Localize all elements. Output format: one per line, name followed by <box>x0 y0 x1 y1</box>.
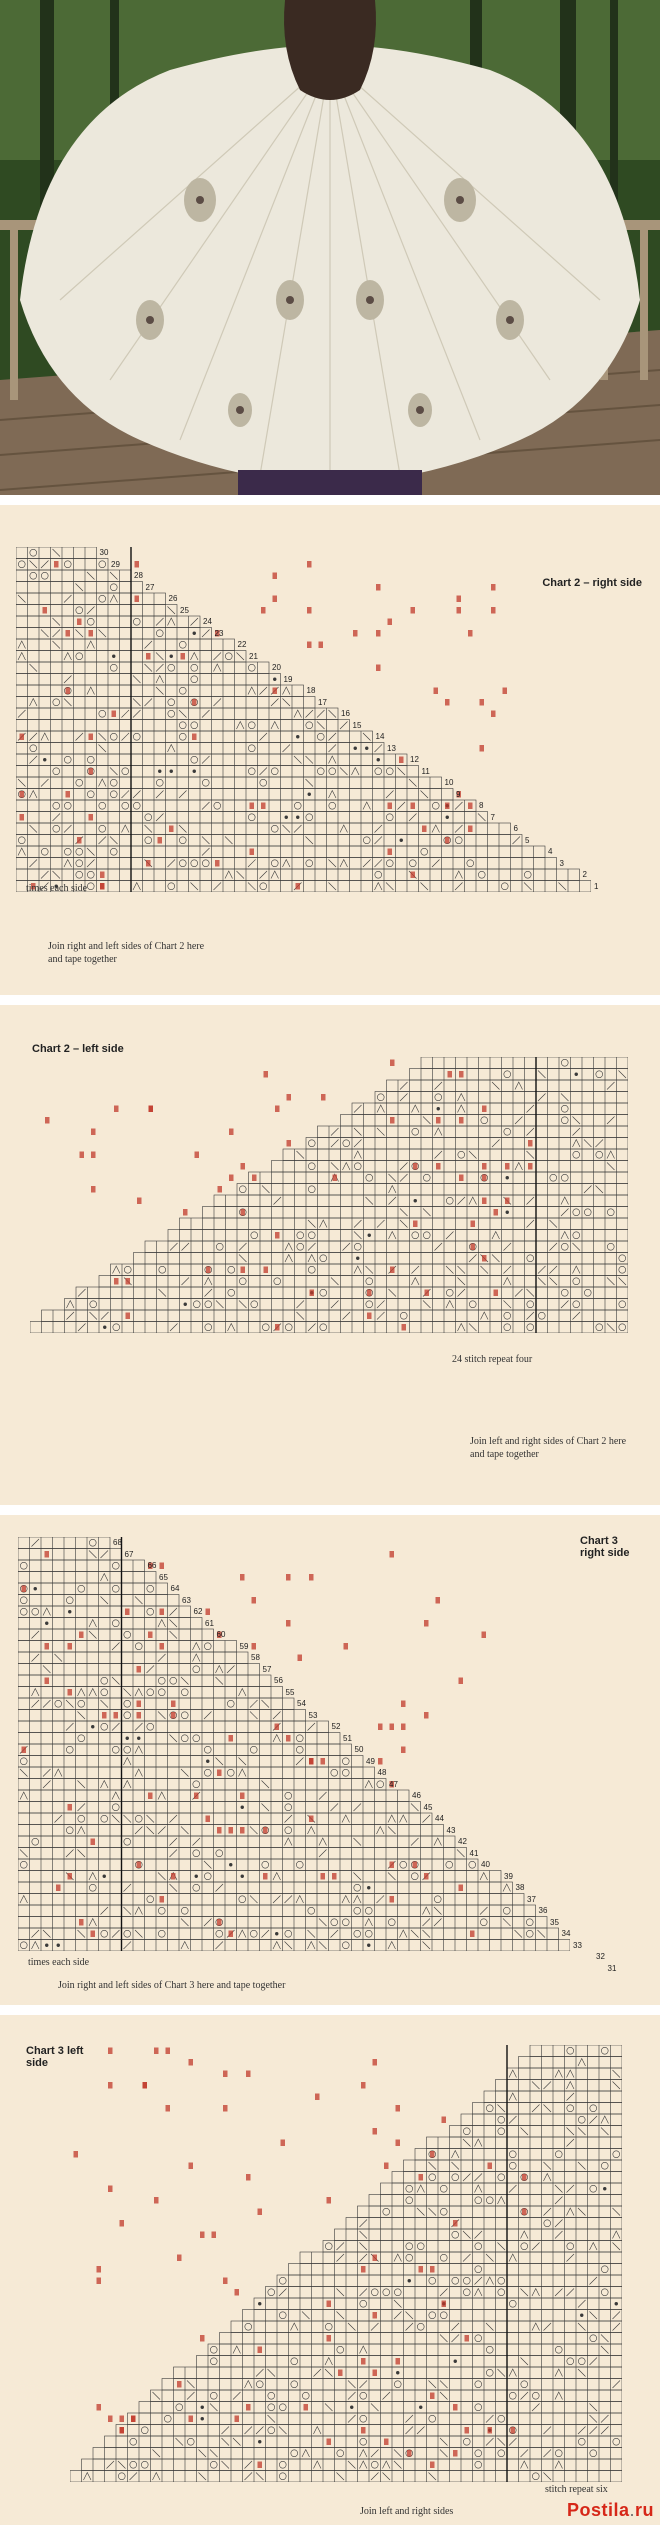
row-number: 21 <box>249 651 258 661</box>
row-number: 52 <box>331 1722 341 1731</box>
chart3-right-repeat-note: times each side <box>28 1957 90 1968</box>
g3r-svg <box>18 1537 570 1951</box>
row-number: 5 <box>525 835 530 845</box>
row-number: 14 <box>375 732 385 741</box>
row-number: 23 <box>214 628 224 638</box>
row-number: 47 <box>389 1779 398 1789</box>
row-number: 60 <box>216 1630 226 1639</box>
chart2-left-repeat-note: 24 stitch repeat four <box>452 1354 533 1365</box>
row-number: 63 <box>182 1595 191 1605</box>
row-number: 34 <box>561 1929 571 1938</box>
row-number: 68 <box>113 1538 122 1547</box>
separator <box>0 495 660 505</box>
row-number: 1 <box>594 881 599 891</box>
row-number: 42 <box>458 1837 467 1846</box>
row-number: 7 <box>490 812 495 822</box>
row-number: 51 <box>343 1733 352 1743</box>
chart3-right-grid <box>18 1537 570 1951</box>
row-number: 25 <box>180 605 189 615</box>
separator <box>0 2005 660 2015</box>
chart3-left-join-note: Join left and right sides <box>360 2506 454 2517</box>
row-number: 29 <box>111 559 120 569</box>
row-number: 2 <box>582 870 587 879</box>
row-number: 56 <box>274 1676 283 1685</box>
chart3-left-panel <box>0 2015 660 2525</box>
row-number: 28 <box>134 571 143 580</box>
row-number: 6 <box>513 824 518 833</box>
row-number: 19 <box>283 674 293 684</box>
row-number: 66 <box>147 1561 157 1570</box>
row-number: 26 <box>168 594 178 603</box>
row-number: 4 <box>548 847 553 856</box>
row-number: 53 <box>308 1710 318 1720</box>
chart2-left-panel <box>0 1005 660 1505</box>
row-number: 44 <box>435 1814 444 1823</box>
row-number: 40 <box>481 1860 490 1869</box>
chart3-left-grid <box>70 2045 622 2482</box>
row-number: 33 <box>573 1940 582 1950</box>
row-number: 16 <box>341 709 350 718</box>
row-number: 46 <box>412 1791 421 1800</box>
row-number: 9 <box>456 789 461 799</box>
separator <box>0 1505 660 1515</box>
row-number: 49 <box>366 1756 375 1766</box>
row-number: 37 <box>527 1894 536 1904</box>
row-number: 50 <box>354 1745 364 1754</box>
row-number: 17 <box>318 697 327 707</box>
row-number: 30 <box>99 548 109 557</box>
shawl-photo <box>0 0 660 495</box>
row-number: 3 <box>559 858 564 868</box>
row-number: 57 <box>262 1664 272 1674</box>
chart2-left-join-note: Join left and right sides of Chart 2 here and tape together <box>470 1436 627 1460</box>
g3l-svg <box>70 2045 622 2482</box>
row-number: 35 <box>550 1917 559 1927</box>
row-number: 36 <box>538 1906 548 1915</box>
chart3-right-panel <box>0 1515 660 2005</box>
chart2-left-grid <box>30 1057 628 1333</box>
chart3-right-title: Chart 3 right side <box>580 1535 630 1559</box>
row-number: 31 <box>607 1963 617 1973</box>
row-number: 22 <box>237 640 247 649</box>
row-number: 12 <box>410 755 419 764</box>
row-number: 8 <box>479 801 484 810</box>
row-number: 43 <box>446 1825 456 1835</box>
row-number: 41 <box>469 1848 479 1858</box>
row-number: 27 <box>145 582 155 592</box>
row-number: 45 <box>423 1802 433 1812</box>
row-number: 48 <box>377 1768 387 1777</box>
row-number: 18 <box>306 686 316 695</box>
chart2-right-grid <box>16 547 591 892</box>
row-number: 54 <box>297 1699 306 1708</box>
row-number: 38 <box>515 1883 525 1892</box>
row-number: 20 <box>272 663 281 672</box>
chart2-right-panel <box>0 505 660 995</box>
chart2-right-repeat-note: times each side <box>26 883 88 894</box>
row-number: 55 <box>285 1687 295 1697</box>
chart3-right-join-note: Join right and left sides of Chart 3 here and tape together <box>58 1980 286 1991</box>
row-number: 24 <box>203 617 212 626</box>
chart2-right-title: Chart 2 – right side <box>542 577 642 589</box>
row-number: 62 <box>193 1607 203 1616</box>
row-number: 64 <box>170 1584 180 1593</box>
row-number: 58 <box>251 1653 260 1662</box>
separator <box>0 995 660 1005</box>
g2r-svg <box>16 547 591 892</box>
row-number: 15 <box>352 720 362 730</box>
row-number: 59 <box>239 1641 249 1651</box>
g2l-svg <box>30 1057 628 1333</box>
row-number: 32 <box>596 1952 605 1961</box>
row-number: 65 <box>159 1572 168 1582</box>
chart2-right-join-note: Join right and left sides of Chart 2 here and tape together <box>48 941 205 965</box>
row-number: 13 <box>387 743 396 753</box>
watermark-logo: Postila.ru <box>566 2500 654 2520</box>
row-number: 10 <box>444 778 454 787</box>
chart3-left-title: Chart 3 left side <box>26 2045 84 2069</box>
row-number: 11 <box>421 766 430 776</box>
row-number: 61 <box>205 1618 214 1628</box>
chart3-left-repeat-note: stitch repeat six <box>545 2484 608 2495</box>
chart2-left-title: Chart 2 – left side <box>32 1043 124 1055</box>
row-number: 67 <box>124 1549 134 1559</box>
row-number: 39 <box>504 1871 513 1881</box>
